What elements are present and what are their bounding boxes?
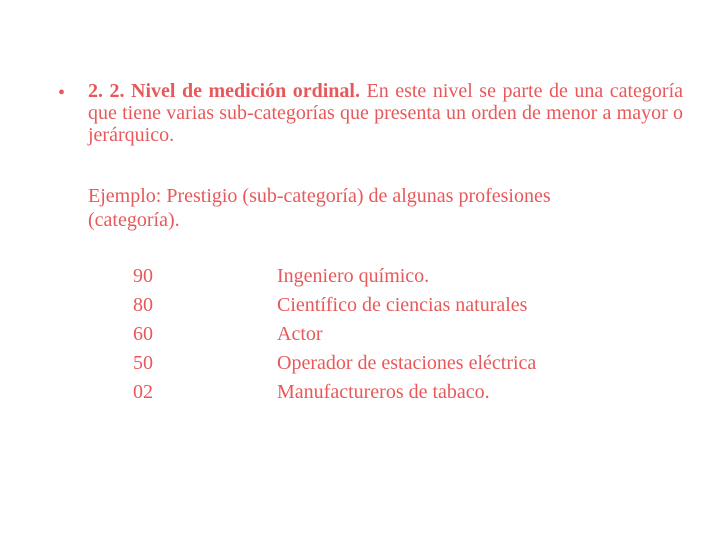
item-label: Manufactureros de tabaco. [277, 381, 490, 403]
item-value: 90 [133, 265, 153, 287]
item-value: 80 [133, 294, 153, 316]
item-value: 60 [133, 323, 153, 345]
example-line-1: Ejemplo: Prestigio (sub-categoría) de algunas profesiones [88, 185, 551, 207]
item-label: Científico de ciencias naturales [277, 294, 528, 316]
section-heading: 2. 2. Nivel de medición ordinal. [88, 80, 360, 102]
item-label: Ingeniero químico. [277, 265, 430, 287]
labels-column [277, 262, 536, 407]
item-label: Operador de estaciones eléctrica [277, 352, 537, 374]
example-block [88, 184, 678, 232]
example-line-2: (categoría). [88, 209, 180, 231]
bullet-marker: • [58, 82, 66, 104]
item-value: 02 [133, 381, 153, 403]
paragraph-text [88, 80, 683, 146]
values-column [133, 262, 153, 407]
section-description: En este nivel se parte de una categoría que tiene varias sub-categorías que presenta un orden de menor a mayor o jerárquico. [88, 80, 683, 146]
item-label: Actor [277, 323, 323, 345]
bullet-paragraph [58, 80, 683, 146]
item-value: 50 [133, 352, 153, 374]
